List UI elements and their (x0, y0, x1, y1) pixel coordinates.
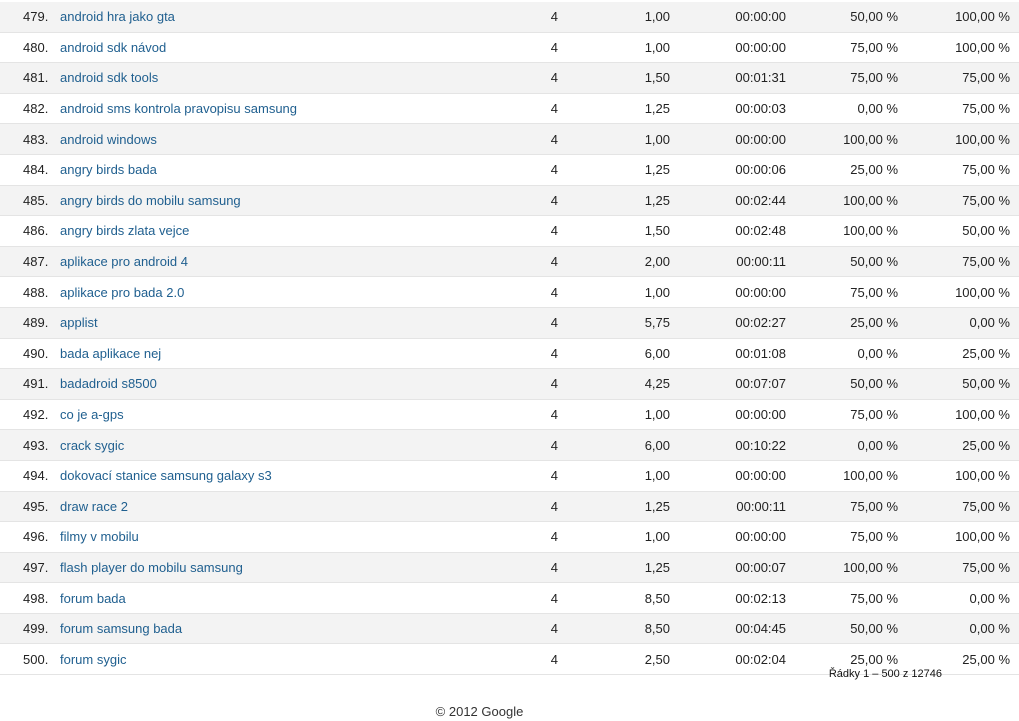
keyword-cell (60, 32, 420, 63)
visits-cell: 4 (420, 491, 560, 522)
pages-per-visit-cell: 2,00 (560, 246, 670, 277)
new-visits-cell: 75,00 % (786, 32, 898, 63)
new-visits-cell: 75,00 % (786, 277, 898, 308)
table-row (0, 491, 1019, 522)
row-range-indicator: Řádky 1 – 500 z 12746 (828, 668, 942, 680)
row-number: 496. (0, 522, 60, 553)
keyword-cell (60, 491, 420, 522)
bounce-rate-cell: 25,00 % (898, 430, 1019, 461)
bounce-rate-cell: 100,00 % (898, 124, 1019, 155)
avg-duration-cell: 00:00:00 (670, 124, 786, 155)
pages-per-visit-cell: 6,00 (560, 338, 670, 369)
visits-cell: 4 (420, 460, 560, 491)
row-number: 490. (0, 338, 60, 369)
new-visits-cell: 0,00 % (786, 93, 898, 124)
avg-duration-cell: 00:00:11 (670, 491, 786, 522)
table-row (0, 369, 1019, 400)
keyword-report-table (0, 2, 1019, 675)
pages-per-visit-cell: 5,75 (560, 307, 670, 338)
new-visits-cell: 50,00 % (786, 613, 898, 644)
new-visits-cell: 75,00 % (786, 522, 898, 553)
keyword-cell (60, 583, 420, 614)
avg-duration-cell: 00:00:00 (670, 522, 786, 553)
keyword-link[interactable]: flash player do mobilu samsung (60, 559, 243, 575)
keyword-cell (60, 185, 420, 216)
avg-duration-cell: 00:00:00 (670, 32, 786, 63)
keyword-link[interactable]: draw race 2 (60, 498, 128, 514)
keyword-link[interactable]: android windows (60, 131, 157, 147)
visits-cell: 4 (420, 369, 560, 400)
visits-cell: 4 (420, 277, 560, 308)
visits-cell: 4 (420, 613, 560, 644)
visits-cell: 4 (420, 154, 560, 185)
pages-per-visit-cell: 1,25 (560, 154, 670, 185)
row-number: 494. (0, 460, 60, 491)
visits-cell: 4 (420, 32, 560, 63)
row-number: 487. (0, 246, 60, 277)
keyword-cell (60, 154, 420, 185)
pages-per-visit-cell: 1,00 (560, 460, 670, 491)
keyword-link[interactable]: forum bada (60, 590, 126, 606)
table-row (0, 338, 1019, 369)
keyword-cell (60, 552, 420, 583)
keyword-link[interactable]: android sms kontrola pravopisu samsung (60, 101, 298, 117)
bounce-rate-cell: 75,00 % (898, 185, 1019, 216)
bounce-rate-cell: 75,00 % (898, 93, 1019, 124)
new-visits-cell: 100,00 % (786, 124, 898, 155)
table-row (0, 154, 1019, 185)
avg-duration-cell: 00:04:45 (670, 613, 786, 644)
visits-cell: 4 (420, 185, 560, 216)
new-visits-cell: 25,00 % (786, 307, 898, 338)
bounce-rate-cell: 75,00 % (898, 552, 1019, 583)
avg-duration-cell: 00:02:48 (670, 216, 786, 247)
keyword-cell (60, 216, 420, 247)
avg-duration-cell: 00:00:00 (670, 460, 786, 491)
avg-duration-cell: 00:02:44 (670, 185, 786, 216)
new-visits-cell: 100,00 % (786, 552, 898, 583)
pages-per-visit-cell: 1,00 (560, 32, 670, 63)
visits-cell: 4 (420, 63, 560, 94)
pages-per-visit-cell: 1,00 (560, 277, 670, 308)
avg-duration-cell: 00:02:04 (670, 644, 786, 675)
new-visits-cell: 100,00 % (786, 185, 898, 216)
keyword-link[interactable]: filmy v mobilu (60, 529, 139, 545)
visits-cell: 4 (420, 246, 560, 277)
row-number: 486. (0, 216, 60, 247)
keyword-cell (60, 644, 420, 675)
keyword-link[interactable]: android sdk návod (60, 39, 167, 55)
visits-cell: 4 (420, 216, 560, 247)
row-number: 482. (0, 93, 60, 124)
avg-duration-cell: 00:00:00 (670, 399, 786, 430)
bounce-rate-cell: 100,00 % (898, 399, 1019, 430)
row-number: 489. (0, 307, 60, 338)
table-row (0, 185, 1019, 216)
table-row (0, 93, 1019, 124)
table-row (0, 32, 1019, 63)
new-visits-cell: 25,00 % (786, 644, 898, 675)
keyword-cell (60, 369, 420, 400)
visits-cell: 4 (420, 399, 560, 430)
visits-cell: 4 (420, 583, 560, 614)
table-row (0, 522, 1019, 553)
new-visits-cell: 75,00 % (786, 583, 898, 614)
avg-duration-cell: 00:00:07 (670, 552, 786, 583)
bounce-rate-cell: 0,00 % (898, 307, 1019, 338)
visits-cell: 4 (420, 338, 560, 369)
row-number: 500. (0, 644, 60, 675)
pages-per-visit-cell: 1,00 (560, 124, 670, 155)
pages-per-visit-cell: 8,50 (560, 613, 670, 644)
new-visits-cell: 100,00 % (786, 216, 898, 247)
keyword-cell (60, 338, 420, 369)
new-visits-cell: 75,00 % (786, 399, 898, 430)
row-number: 498. (0, 583, 60, 614)
pages-per-visit-cell: 4,25 (560, 369, 670, 400)
bounce-rate-cell: 25,00 % (898, 644, 1019, 675)
avg-duration-cell: 00:01:08 (670, 338, 786, 369)
keyword-link[interactable]: angry birds bada (60, 162, 157, 178)
keyword-report-table-wrapper (0, 2, 1010, 675)
pages-per-visit-cell: 1,50 (560, 63, 670, 94)
keyword-cell (60, 124, 420, 155)
keyword-report-body (0, 2, 1019, 675)
avg-duration-cell: 00:01:31 (670, 63, 786, 94)
keyword-cell (60, 460, 420, 491)
row-number: 497. (0, 552, 60, 583)
pages-per-visit-cell: 1,25 (560, 185, 670, 216)
table-row (0, 613, 1019, 644)
keyword-link[interactable]: android sdk tools (60, 70, 159, 86)
row-number: 493. (0, 430, 60, 461)
keyword-link[interactable]: crack sygic (60, 437, 125, 453)
avg-duration-cell: 00:00:03 (670, 93, 786, 124)
row-number: 484. (0, 154, 60, 185)
bounce-rate-cell: 100,00 % (898, 460, 1019, 491)
row-number: 499. (0, 613, 60, 644)
avg-duration-cell: 00:00:11 (670, 246, 786, 277)
table-row (0, 2, 1019, 32)
row-number: 488. (0, 277, 60, 308)
copyright-footer: © 2012 Google (435, 704, 524, 719)
table-row (0, 216, 1019, 247)
keyword-cell (60, 430, 420, 461)
bounce-rate-cell: 50,00 % (898, 216, 1019, 247)
new-visits-cell: 25,00 % (786, 154, 898, 185)
avg-duration-cell: 00:00:00 (670, 277, 786, 308)
new-visits-cell: 50,00 % (786, 369, 898, 400)
bounce-rate-cell: 25,00 % (898, 338, 1019, 369)
keyword-link[interactable]: android hra jako gta (60, 9, 175, 25)
avg-duration-cell: 00:02:27 (670, 307, 786, 338)
keyword-cell (60, 613, 420, 644)
bounce-rate-cell: 0,00 % (898, 613, 1019, 644)
keyword-link[interactable]: angry birds zlata vejce (60, 223, 190, 239)
row-number: 481. (0, 63, 60, 94)
table-row (0, 460, 1019, 491)
new-visits-cell: 75,00 % (786, 491, 898, 522)
row-number: 491. (0, 369, 60, 400)
keyword-link[interactable]: angry birds do mobilu samsung (60, 192, 241, 208)
visits-cell: 4 (420, 124, 560, 155)
table-row (0, 63, 1019, 94)
keyword-cell (60, 307, 420, 338)
row-number: 485. (0, 185, 60, 216)
row-number: 479. (0, 2, 60, 32)
bounce-rate-cell: 75,00 % (898, 154, 1019, 185)
keyword-link[interactable]: dokovací stanice samsung galaxy s3 (60, 468, 272, 484)
table-row (0, 246, 1019, 277)
bounce-rate-cell: 100,00 % (898, 2, 1019, 32)
new-visits-cell: 0,00 % (786, 338, 898, 369)
visits-cell: 4 (420, 522, 560, 553)
keyword-cell (60, 63, 420, 94)
avg-duration-cell: 00:07:07 (670, 369, 786, 400)
bounce-rate-cell: 100,00 % (898, 32, 1019, 63)
new-visits-cell: 100,00 % (786, 460, 898, 491)
keyword-link[interactable]: aplikace pro android 4 (60, 254, 188, 270)
table-row (0, 583, 1019, 614)
table-row (0, 124, 1019, 155)
bounce-rate-cell: 75,00 % (898, 491, 1019, 522)
avg-duration-cell: 00:02:13 (670, 583, 786, 614)
avg-duration-cell: 00:00:00 (670, 2, 786, 32)
pages-per-visit-cell: 8,50 (560, 583, 670, 614)
keyword-link[interactable]: forum samsung bada (60, 621, 183, 637)
pages-per-visit-cell: 1,00 (560, 399, 670, 430)
table-row (0, 430, 1019, 461)
table-row (0, 307, 1019, 338)
pages-per-visit-cell: 1,00 (560, 2, 670, 32)
keyword-link[interactable]: forum sygic (60, 651, 127, 667)
table-row (0, 277, 1019, 308)
row-number: 495. (0, 491, 60, 522)
avg-duration-cell: 00:10:22 (670, 430, 786, 461)
visits-cell: 4 (420, 2, 560, 32)
pages-per-visit-cell: 1,50 (560, 216, 670, 247)
avg-duration-cell: 00:00:06 (670, 154, 786, 185)
keyword-cell (60, 2, 420, 32)
pages-per-visit-cell: 1,25 (560, 491, 670, 522)
pages-per-visit-cell: 1,25 (560, 93, 670, 124)
bounce-rate-cell: 100,00 % (898, 522, 1019, 553)
new-visits-cell: 50,00 % (786, 246, 898, 277)
new-visits-cell: 0,00 % (786, 430, 898, 461)
keyword-cell (60, 522, 420, 553)
keyword-cell (60, 246, 420, 277)
keyword-cell (60, 277, 420, 308)
row-number: 492. (0, 399, 60, 430)
keyword-link[interactable]: bada aplikace nej (60, 345, 162, 361)
visits-cell: 4 (420, 644, 560, 675)
visits-cell: 4 (420, 93, 560, 124)
table-row (0, 399, 1019, 430)
bounce-rate-cell: 0,00 % (898, 583, 1019, 614)
table-row (0, 552, 1019, 583)
bounce-rate-cell: 50,00 % (898, 369, 1019, 400)
pages-per-visit-cell: 6,00 (560, 430, 670, 461)
bounce-rate-cell: 75,00 % (898, 246, 1019, 277)
visits-cell: 4 (420, 430, 560, 461)
keyword-link[interactable]: applist (60, 315, 98, 331)
keyword-cell (60, 93, 420, 124)
new-visits-cell: 50,00 % (786, 2, 898, 32)
bounce-rate-cell: 75,00 % (898, 63, 1019, 94)
bounce-rate-cell: 100,00 % (898, 277, 1019, 308)
visits-cell: 4 (420, 307, 560, 338)
pages-per-visit-cell: 2,50 (560, 644, 670, 675)
row-number: 480. (0, 32, 60, 63)
new-visits-cell: 75,00 % (786, 63, 898, 94)
visits-cell: 4 (420, 552, 560, 583)
pages-per-visit-cell: 1,00 (560, 522, 670, 553)
row-number: 483. (0, 124, 60, 155)
keyword-link[interactable]: aplikace pro bada 2.0 (60, 284, 185, 300)
keyword-link[interactable]: co je a-gps (60, 407, 124, 423)
keyword-link[interactable]: badadroid s8500 (60, 376, 157, 392)
pages-per-visit-cell: 1,25 (560, 552, 670, 583)
keyword-cell (60, 399, 420, 430)
